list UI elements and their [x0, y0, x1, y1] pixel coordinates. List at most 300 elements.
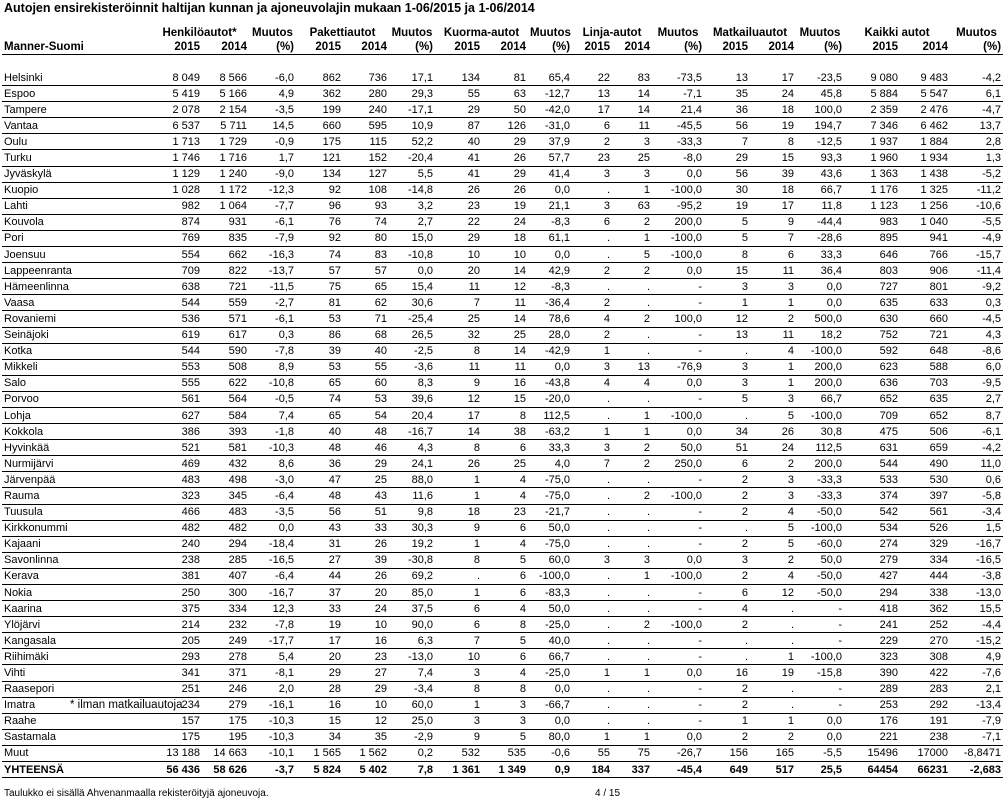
- table-cell: -6,4: [249, 488, 296, 504]
- table-cell: 16: [296, 697, 343, 713]
- table-cell: -5,8: [950, 488, 1003, 504]
- table-cell: 6: [435, 617, 482, 633]
- table-cell: 1: [612, 182, 652, 198]
- table-cell: 1 934: [900, 150, 950, 166]
- table-cell: .: [750, 601, 796, 617]
- table-cell: 17: [572, 102, 612, 118]
- table-cell: 191: [900, 713, 950, 729]
- table-cell: 0,0: [528, 681, 572, 697]
- table-cell: 2 476: [900, 102, 950, 118]
- table-cell: 40: [296, 424, 343, 440]
- table-cell: 5 711: [202, 118, 249, 134]
- table-cell: 40,0: [528, 633, 572, 649]
- table-cell: -6,0: [249, 70, 296, 86]
- table-cell: 4: [750, 568, 796, 584]
- table-cell: 65: [343, 279, 389, 295]
- table-cell: 45,8: [796, 86, 844, 102]
- municipality-name: Raasepori: [2, 681, 150, 697]
- table-cell: 8: [435, 343, 482, 359]
- table-cell: -66,7: [528, 697, 572, 713]
- table-cell: 17: [435, 407, 482, 423]
- table-cell: -9,0: [249, 166, 296, 182]
- table-cell: 2: [704, 681, 750, 697]
- table-cell: 535: [482, 745, 528, 761]
- table-cell: 7: [572, 456, 612, 472]
- table-cell: 7: [704, 134, 750, 150]
- table-cell: 80: [343, 230, 389, 246]
- table-cell: 25: [482, 327, 528, 343]
- table-cell: -6,1: [249, 214, 296, 230]
- table-cell: -42,9: [528, 343, 572, 359]
- table-cell: 29: [482, 134, 528, 150]
- table-cell: 7,8: [389, 762, 435, 778]
- table-cell: 3: [572, 198, 612, 214]
- table-cell: 8: [435, 552, 482, 568]
- table-cell: 17: [750, 198, 796, 214]
- table-cell: 1: [612, 729, 652, 745]
- table-cell: 619: [150, 327, 202, 343]
- table-cell: 769: [150, 230, 202, 246]
- table-cell: 3: [482, 713, 528, 729]
- table-cell: .: [612, 520, 652, 536]
- table-cell: 581: [202, 440, 249, 456]
- table-cell: 1: [704, 295, 750, 311]
- table-row: [2, 649, 1003, 665]
- table-cell: .: [612, 585, 652, 601]
- table-cell: .: [612, 649, 652, 665]
- table-cell: 56: [704, 166, 750, 182]
- table-cell: 43,6: [796, 166, 844, 182]
- table-cell: .: [572, 617, 612, 633]
- year-2014-header: 2014: [900, 40, 950, 55]
- table-cell: 3: [435, 713, 482, 729]
- table-cell: -9,2: [950, 279, 1003, 295]
- table-cell: 29: [296, 665, 343, 681]
- table-cell: 1 361: [435, 762, 482, 778]
- table-cell: 51: [704, 440, 750, 456]
- table-cell: -25,0: [528, 617, 572, 633]
- table-cell: 14: [482, 343, 528, 359]
- table-row: [2, 552, 1003, 568]
- table-cell: 75: [612, 745, 652, 761]
- table-cell: 26,5: [389, 327, 435, 343]
- table-cell: 60,0: [389, 697, 435, 713]
- municipality-name: YHTEENSÄ: [2, 762, 150, 778]
- table-cell: 112,5: [796, 440, 844, 456]
- table-row: [2, 134, 1003, 150]
- table-cell: 60,0: [528, 552, 572, 568]
- table-cell: 21,1: [528, 198, 572, 214]
- table-cell: 25: [482, 456, 528, 472]
- table-cell: .: [612, 295, 652, 311]
- table-cell: 1: [435, 472, 482, 488]
- table-cell: -: [652, 649, 704, 665]
- table-cell: 294: [202, 536, 249, 552]
- table-cell: -2,7: [249, 295, 296, 311]
- table-cell: 2: [704, 617, 750, 633]
- table-cell: 39: [296, 343, 343, 359]
- table-cell: -10,8: [389, 247, 435, 263]
- table-cell: 33,3: [528, 440, 572, 456]
- table-cell: .: [572, 681, 612, 697]
- table-cell: 9 483: [900, 70, 950, 86]
- table-cell: 293: [150, 649, 202, 665]
- table-cell: .: [750, 617, 796, 633]
- table-cell: 53: [343, 391, 389, 407]
- year-2014-header: 2014: [343, 40, 389, 55]
- municipality-name: Savonlinna: [2, 552, 150, 568]
- table-cell: 1 438: [900, 166, 950, 182]
- table-cell: 308: [900, 649, 950, 665]
- table-cell: 595: [343, 118, 389, 134]
- table-cell: -11,2: [950, 182, 1003, 198]
- table-cell: 56: [704, 118, 750, 134]
- table-cell: 19: [704, 198, 750, 214]
- table-cell: 240: [343, 102, 389, 118]
- table-cell: .: [572, 520, 612, 536]
- municipality-name: Pori: [2, 230, 150, 246]
- table-cell: -8,0: [652, 150, 704, 166]
- table-cell: 0,0: [652, 375, 704, 391]
- table-cell: 1 256: [900, 198, 950, 214]
- table-cell: -50,0: [796, 568, 844, 584]
- table-cell: 20: [343, 585, 389, 601]
- table-cell: 8 049: [150, 70, 202, 86]
- table-cell: 3: [572, 359, 612, 375]
- table-cell: 334: [202, 601, 249, 617]
- table-cell: 4: [572, 311, 612, 327]
- table-cell: -: [796, 601, 844, 617]
- table-cell: .: [572, 713, 612, 729]
- table-cell: 636: [844, 375, 900, 391]
- table-cell: 564: [202, 391, 249, 407]
- table-cell: 115: [343, 134, 389, 150]
- table-cell: 8,7: [950, 407, 1003, 423]
- table-cell: .: [704, 520, 750, 536]
- table-cell: 341: [150, 665, 202, 681]
- table-cell: -50,0: [796, 585, 844, 601]
- table-cell: 0,0: [528, 247, 572, 263]
- table-cell: -100,0: [652, 407, 704, 423]
- table-cell: -8,3: [528, 214, 572, 230]
- table-cell: -3,4: [389, 681, 435, 697]
- table-cell: 482: [202, 520, 249, 536]
- table-cell: 11: [750, 263, 796, 279]
- table-cell: 544: [150, 295, 202, 311]
- municipality-name: Raahe: [2, 713, 150, 729]
- table-cell: 229: [844, 633, 900, 649]
- table-cell: 251: [150, 681, 202, 697]
- percent-header: (%): [950, 40, 1003, 55]
- table-cell: 5: [750, 407, 796, 423]
- table-cell: -12,7: [528, 86, 572, 102]
- municipality-name: Joensuu: [2, 247, 150, 263]
- table-cell: 8: [704, 247, 750, 263]
- table-cell: 482: [150, 520, 202, 536]
- table-cell: 374: [844, 488, 900, 504]
- table-cell: 63: [612, 198, 652, 214]
- table-cell: -18,4: [249, 536, 296, 552]
- table-cell: 0,0: [796, 713, 844, 729]
- table-cell: 1,5: [950, 520, 1003, 536]
- table-cell: -25,4: [389, 311, 435, 327]
- change-header: Muutos: [530, 27, 571, 39]
- table-cell: .: [612, 504, 652, 520]
- table-cell: 238: [150, 552, 202, 568]
- municipality-name: Salo: [2, 375, 150, 391]
- table-cell: -50,0: [796, 504, 844, 520]
- table-cell: 48: [296, 488, 343, 504]
- table-cell: 652: [844, 391, 900, 407]
- table-cell: 15,4: [389, 279, 435, 295]
- table-cell: 5 884: [844, 86, 900, 102]
- table-cell: 29: [704, 150, 750, 166]
- table-cell: -7,6: [950, 665, 1003, 681]
- municipality-name: Lappeenranta: [2, 263, 150, 279]
- table-cell: 2: [704, 472, 750, 488]
- table-cell: 274: [844, 536, 900, 552]
- table-cell: 16: [343, 633, 389, 649]
- table-row: [2, 166, 1003, 182]
- table-cell: 93: [343, 198, 389, 214]
- table-cell: 375: [150, 601, 202, 617]
- table-cell: -: [652, 536, 704, 552]
- table-cell: 559: [202, 295, 249, 311]
- table-cell: 1: [750, 649, 796, 665]
- table-cell: -6,1: [249, 311, 296, 327]
- table-cell: 29: [435, 230, 482, 246]
- table-cell: 65,4: [528, 70, 572, 86]
- table-cell: 48: [343, 424, 389, 440]
- table-cell: 11: [750, 327, 796, 343]
- table-cell: 53: [296, 311, 343, 327]
- table-cell: 4: [750, 343, 796, 359]
- table-cell: -100,0: [796, 520, 844, 536]
- table-cell: .: [612, 681, 652, 697]
- table-cell: 1 325: [900, 182, 950, 198]
- table-cell: 1: [704, 713, 750, 729]
- municipality-name: Nurmijärvi: [2, 456, 150, 472]
- municipality-name: Tampere: [2, 102, 150, 118]
- table-cell: -: [652, 520, 704, 536]
- table-cell: 0,0: [796, 295, 844, 311]
- table-cell: -: [652, 713, 704, 729]
- table-cell: 121: [296, 150, 343, 166]
- table-cell: 329: [900, 536, 950, 552]
- table-cell: 526: [900, 520, 950, 536]
- table-cell: 25: [612, 150, 652, 166]
- table-cell: 232: [202, 617, 249, 633]
- table-cell: -13,0: [950, 585, 1003, 601]
- table-cell: -: [652, 504, 704, 520]
- table-cell: 29: [482, 166, 528, 182]
- table-cell: -95,2: [652, 198, 704, 214]
- table-cell: 9: [435, 375, 482, 391]
- table-cell: 0,9: [528, 762, 572, 778]
- table-cell: -12,3: [249, 182, 296, 198]
- table-cell: -73,5: [652, 70, 704, 86]
- table-cell: 393: [202, 424, 249, 440]
- table-cell: 1: [572, 424, 612, 440]
- table-cell: -: [652, 601, 704, 617]
- table-cell: 279: [202, 697, 249, 713]
- table-cell: 1: [435, 697, 482, 713]
- table-cell: 55: [343, 359, 389, 375]
- table-cell: -100,0: [652, 182, 704, 198]
- table-cell: .: [572, 504, 612, 520]
- table-row: [2, 150, 1003, 166]
- table-cell: 83: [612, 70, 652, 86]
- table-cell: 835: [202, 230, 249, 246]
- table-cell: 29,3: [389, 86, 435, 102]
- table-cell: 37: [296, 585, 343, 601]
- table-cell: 766: [900, 247, 950, 263]
- table-cell: 544: [844, 456, 900, 472]
- table-cell: 534: [844, 520, 900, 536]
- year-2015-header: 2015: [435, 40, 482, 55]
- table-cell: -: [796, 633, 844, 649]
- table-cell: 37,9: [528, 134, 572, 150]
- table-cell: 2: [750, 729, 796, 745]
- table-cell: 2: [612, 311, 652, 327]
- table-cell: -6,4: [249, 568, 296, 584]
- table-cell: 15: [296, 713, 343, 729]
- table-cell: 1 040: [900, 214, 950, 230]
- table-cell: 1 240: [202, 166, 249, 182]
- table-cell: 2 154: [202, 102, 249, 118]
- table-cell: .: [704, 407, 750, 423]
- table-cell: 5 824: [296, 762, 343, 778]
- table-cell: 10: [343, 617, 389, 633]
- table-cell: 74: [296, 247, 343, 263]
- table-cell: 0,6: [950, 472, 1003, 488]
- table-cell: 88,0: [389, 472, 435, 488]
- table-cell: 983: [844, 214, 900, 230]
- table-cell: 427: [844, 568, 900, 584]
- table-cell: 627: [150, 407, 202, 423]
- table-cell: 0,3: [249, 327, 296, 343]
- table-cell: 874: [150, 214, 202, 230]
- table-cell: 2: [750, 456, 796, 472]
- table-cell: 195: [202, 729, 249, 745]
- table-cell: 92: [296, 182, 343, 198]
- table-cell: -: [652, 295, 704, 311]
- table-cell: 300: [202, 585, 249, 601]
- table-cell: -: [796, 681, 844, 697]
- table-cell: 60: [343, 375, 389, 391]
- table-cell: -20,0: [528, 391, 572, 407]
- table-cell: -83,3: [528, 585, 572, 601]
- table-cell: -26,7: [652, 745, 704, 761]
- table-cell: 9 080: [844, 70, 900, 86]
- year-2015-header: 2015: [844, 40, 900, 55]
- table-cell: 982: [150, 198, 202, 214]
- table-cell: -45,5: [652, 118, 704, 134]
- table-cell: 635: [844, 295, 900, 311]
- table-cell: 18: [482, 230, 528, 246]
- table-cell: 1 562: [343, 745, 389, 761]
- table-cell: 1: [572, 343, 612, 359]
- table-cell: -: [652, 472, 704, 488]
- table-row: [2, 617, 1003, 633]
- table-cell: 112,5: [528, 407, 572, 423]
- table-cell: 156: [704, 745, 750, 761]
- table-cell: 12: [482, 279, 528, 295]
- table-cell: .: [704, 649, 750, 665]
- table-cell: -100,0: [652, 568, 704, 584]
- table-cell: 6,0: [950, 359, 1003, 375]
- table-cell: 8: [482, 617, 528, 633]
- table-cell: 3: [704, 359, 750, 375]
- table-row: [2, 520, 1003, 536]
- table-cell: 0,0: [528, 713, 572, 729]
- table-cell: 6: [750, 247, 796, 263]
- table-cell: -10,3: [249, 713, 296, 729]
- table-cell: 3: [612, 552, 652, 568]
- table-row: [2, 214, 1003, 230]
- table-cell: 2: [704, 697, 750, 713]
- table-row: [2, 102, 1003, 118]
- table-cell: 500,0: [796, 311, 844, 327]
- table-cell: 240: [150, 536, 202, 552]
- table-cell: 617: [202, 327, 249, 343]
- table-cell: .: [572, 182, 612, 198]
- table-cell: 7,4: [389, 665, 435, 681]
- table-cell: 822: [202, 263, 249, 279]
- table-cell: 5 419: [150, 86, 202, 102]
- table-cell: 1 176: [844, 182, 900, 198]
- table-row: [2, 665, 1003, 681]
- table-cell: .: [750, 633, 796, 649]
- table-cell: 7: [435, 633, 482, 649]
- table-cell: .: [572, 568, 612, 584]
- table-cell: -4,4: [950, 617, 1003, 633]
- group-header-kaikki-autot: Kaikki autot: [864, 27, 930, 39]
- table-cell: -28,6: [796, 230, 844, 246]
- table-cell: .: [612, 601, 652, 617]
- table-cell: 466: [150, 504, 202, 520]
- table-cell: 283: [900, 681, 950, 697]
- table-cell: 2: [704, 568, 750, 584]
- municipality-name: Hämeenlinna: [2, 279, 150, 295]
- table-cell: -45,4: [652, 762, 704, 778]
- table-cell: 1: [750, 713, 796, 729]
- table-cell: 16: [482, 375, 528, 391]
- table-cell: 736: [343, 70, 389, 86]
- table-cell: .: [572, 230, 612, 246]
- table-row: [2, 472, 1003, 488]
- table-cell: -: [652, 279, 704, 295]
- table-cell: -10,8: [249, 375, 296, 391]
- table-cell: -44,4: [796, 214, 844, 230]
- table-cell: 83: [343, 247, 389, 263]
- table-cell: 4: [482, 488, 528, 504]
- table-cell: 29: [343, 456, 389, 472]
- municipality-name: Espoo: [2, 86, 150, 102]
- table-cell: -16,7: [249, 585, 296, 601]
- table-cell: 18,2: [796, 327, 844, 343]
- table-cell: 1: [750, 295, 796, 311]
- table-cell: -33,3: [652, 134, 704, 150]
- table-cell: -36,4: [528, 295, 572, 311]
- table-cell: -7,9: [249, 230, 296, 246]
- table-cell: 134: [296, 166, 343, 182]
- table-cell: 42,9: [528, 263, 572, 279]
- table-cell: 6: [482, 568, 528, 584]
- table-cell: -8,3: [528, 279, 572, 295]
- table-cell: 5: [482, 633, 528, 649]
- table-cell: 1 064: [202, 198, 249, 214]
